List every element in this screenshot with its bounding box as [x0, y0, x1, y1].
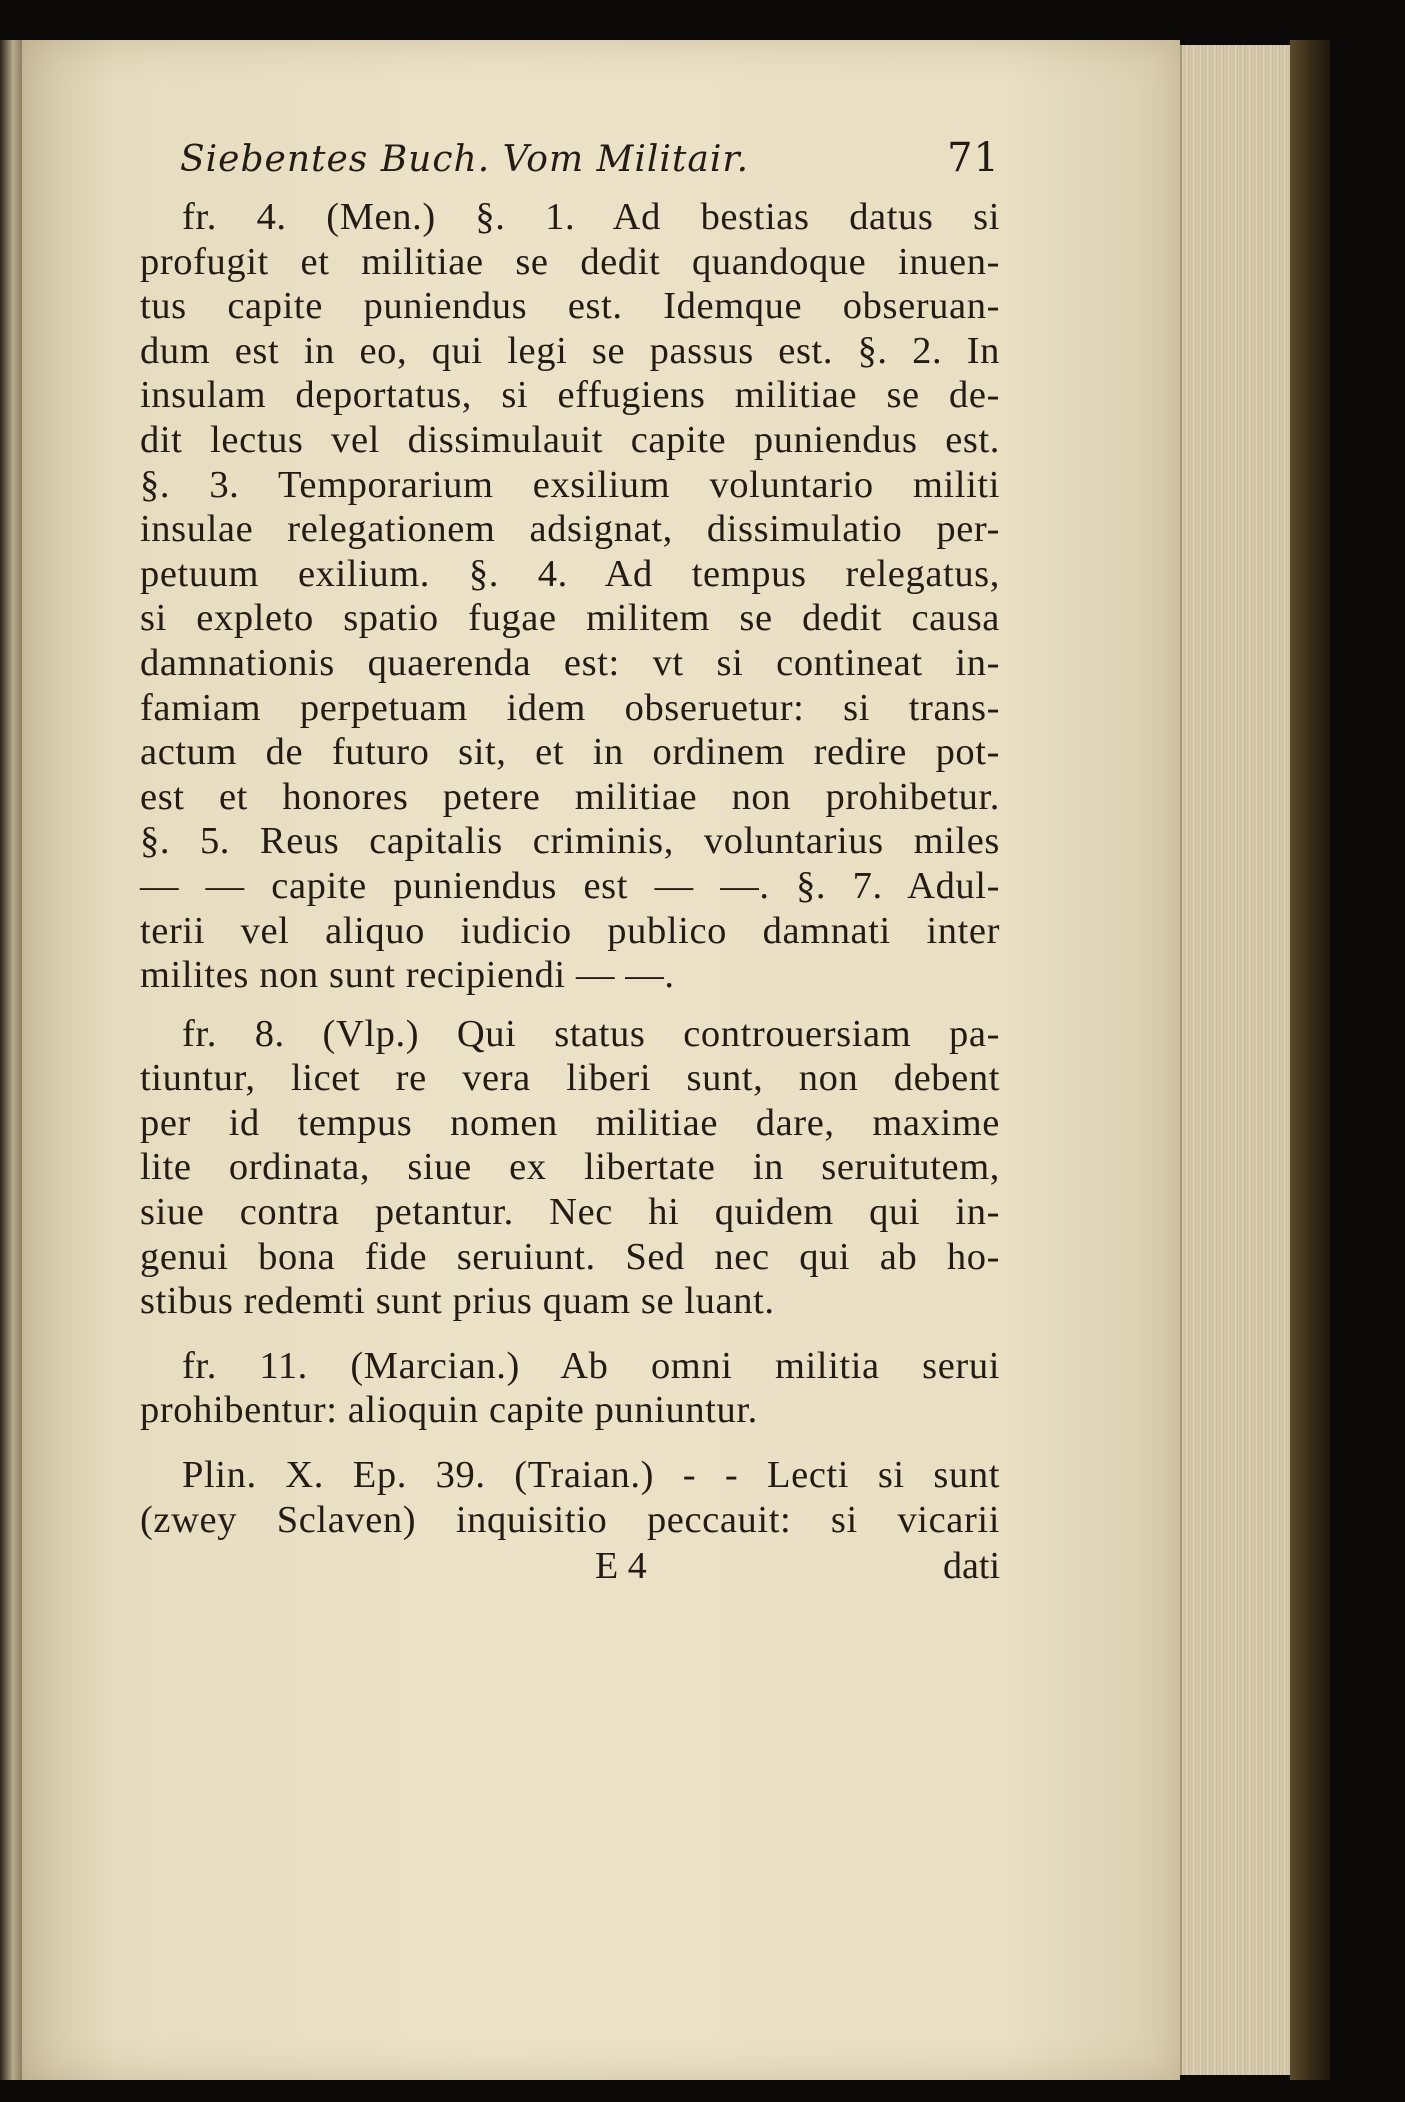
text-line: dum est in eo, qui legi se passus est. §. 2. In	[140, 329, 1000, 372]
text-line: tus capite puniendus est. Idemque obseruan-	[140, 285, 1000, 328]
text-line: fr. 11. (Marcian.) Ab omni militia serui	[182, 1344, 1000, 1387]
signature-mark: E 4	[595, 1545, 647, 1588]
left-page-edge	[0, 40, 22, 2080]
page-footer	[140, 1544, 1000, 1588]
text-line: profugit et militiae se dedit quandoque inuen-	[140, 240, 1000, 283]
text-line: terii vel aliquo iudicio publico damnati inter	[140, 909, 1000, 952]
paragraph	[140, 1453, 1000, 1542]
text-line: per id tempus nomen militiae dare, maxime	[140, 1101, 1000, 1144]
text-line: insulam deportatus, si effugiens militiae se de-	[140, 374, 1000, 417]
running-title: Siebentes Buch. Vom Militair.	[180, 139, 750, 180]
text-line: prohibentur: alioquin capite puniuntur.	[140, 1389, 758, 1432]
catchword: dati	[943, 1545, 1000, 1588]
text-line: stibus redemti sunt prius quam se luant.	[140, 1280, 775, 1323]
text-line: siue contra petantur. Nec hi quidem qui in-	[140, 1191, 1000, 1234]
text-line: dit lectus vel dissimulauit capite puniendus est.	[140, 418, 1000, 461]
text-line: lite ordinata, siue ex libertate in seruitutem,	[140, 1146, 1000, 1189]
running-header	[180, 135, 1000, 195]
text-line: milites non sunt recipiendi — —.	[140, 954, 675, 997]
paragraph	[140, 1344, 1000, 1433]
text-line: §. 3. Temporarium exsilium voluntario militi	[140, 463, 1000, 506]
text-line: petuum exilium. §. 4. Ad tempus relegatus,	[140, 552, 1000, 595]
text-line: insulae relegationem adsignat, dissimulatio per-	[140, 508, 1000, 551]
text-line: damnationis quaerenda est: vt si contineat in-	[140, 641, 1000, 684]
page-fore-edge	[1180, 45, 1292, 2075]
paragraph	[140, 195, 1000, 998]
book-cover-edge	[1290, 40, 1330, 2080]
text-line: genui bona fide seruiunt. Sed nec qui ab ho-	[140, 1235, 1000, 1278]
text-line: fr. 4. (Men.) §. 1. Ad bestias datus si	[182, 196, 1000, 238]
paragraph	[140, 1012, 1000, 1324]
text-line: §. 5. Reus capitalis criminis, voluntarius miles	[140, 820, 1000, 863]
text-line: tiuntur, licet re vera liberi sunt, non debent	[140, 1057, 1000, 1100]
text-line: actum de futuro sit, et in ordinem redire pot-	[140, 731, 1000, 774]
text-line: — — capite puniendus est — —. §. 7. Adul-	[140, 864, 1000, 907]
text-line: (zwey Sclaven) inquisitio peccauit: si vicarii	[140, 1498, 1000, 1541]
text-line: Plin. X. Ep. 39. (Traian.) - - Lecti si sunt	[182, 1454, 1000, 1497]
page-content	[140, 135, 1000, 1588]
page-number: 71	[947, 135, 1000, 181]
text-line: si expleto spatio fugae militem se dedit causa	[140, 597, 1000, 640]
text-line: famiam perpetuam idem obseruetur: si trans-	[140, 686, 1000, 729]
text-line: fr. 8. (Vlp.) Qui status controuersiam pa-	[182, 1012, 1000, 1055]
text-line: est et honores petere militiae non prohibetur.	[140, 775, 1000, 818]
